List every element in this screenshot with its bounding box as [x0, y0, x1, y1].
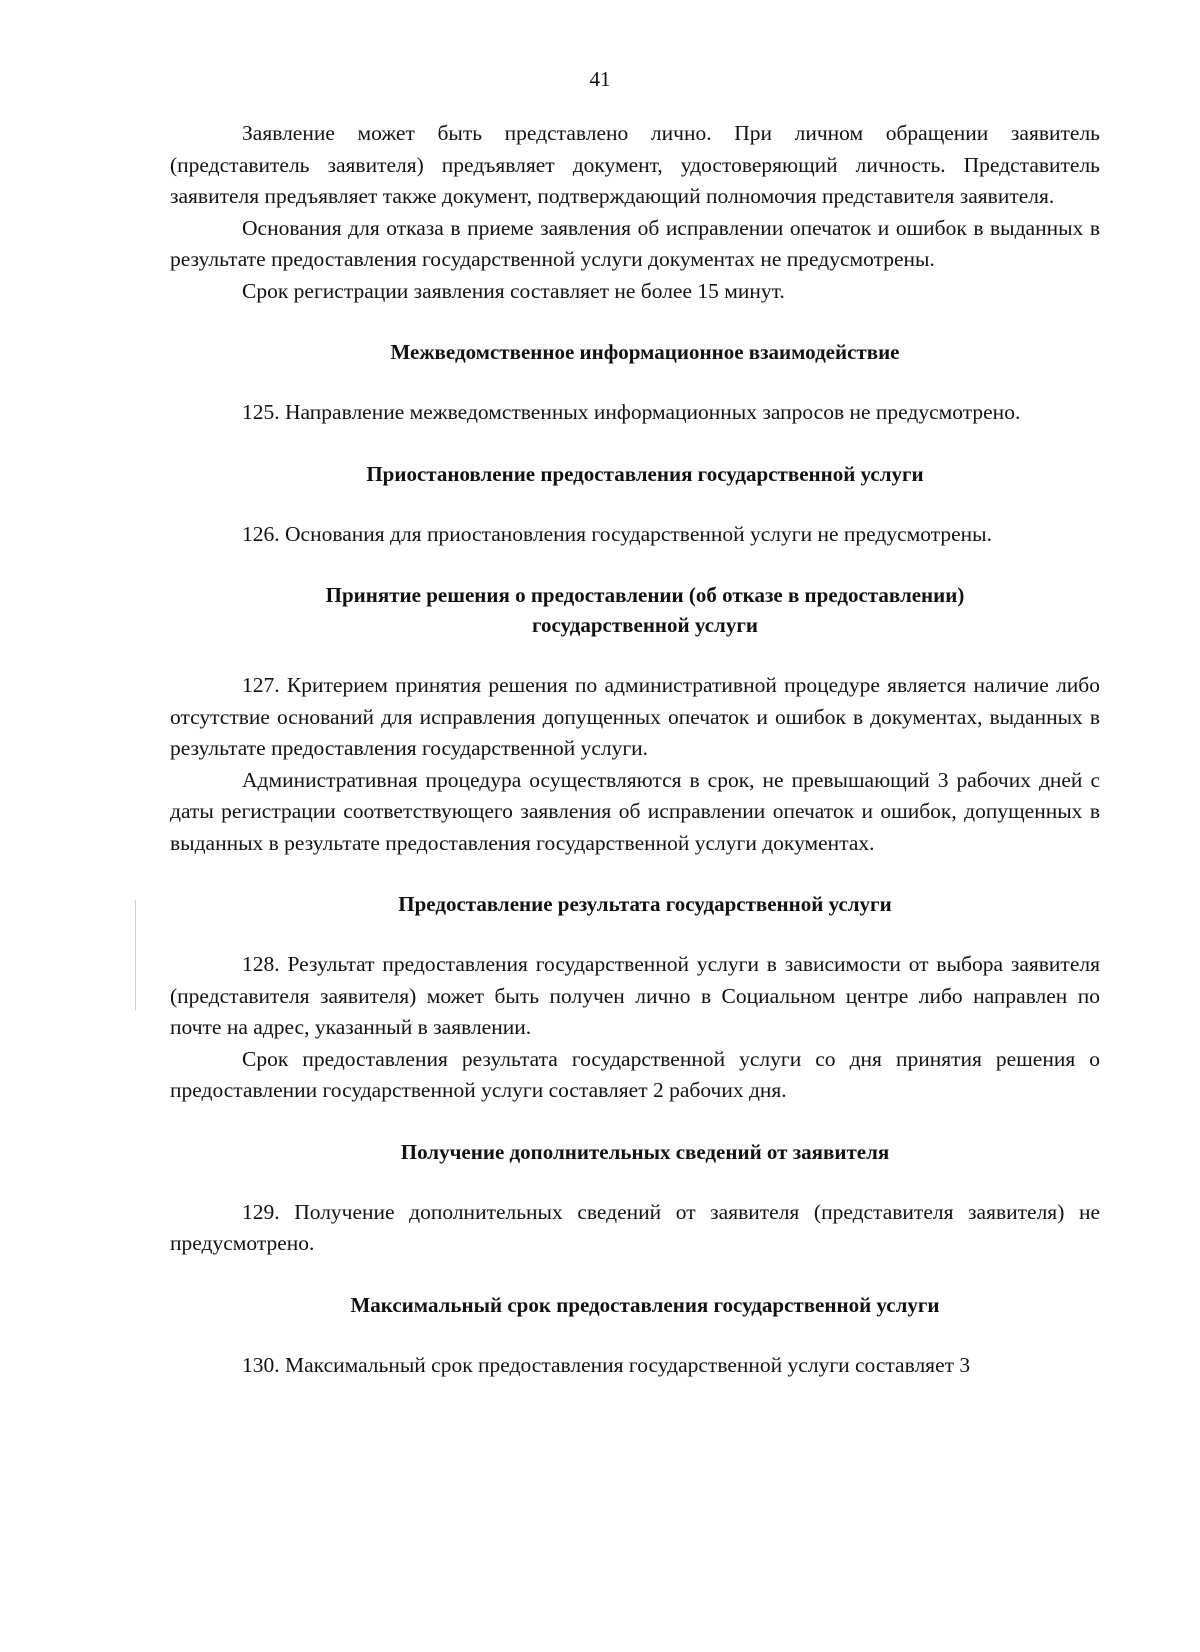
heading-result-provision: Предоставление результата государственной услуги	[398, 892, 892, 916]
paragraph-127: 127. Критерием принятия решения по административной процедуре является наличие либо отсутствие оснований для исправления допущенных опечаток и ошибок в документах, выданных в результате предоставления государственной услуги.	[170, 673, 1100, 760]
paragraph-129: 129. Получение дополнительных сведений от заявителя (представителя заявителя) не предусмотрено.	[170, 1199, 1100, 1255]
heading-suspension: Приостановление предоставления государственной услуги	[366, 461, 924, 486]
paragraph-126: 126. Основания для приостановления государственной услуги не предусмотрены.	[242, 521, 993, 546]
paragraph-125: 125. Направление межведомственных информационных запросов не предусмотрено.	[242, 400, 1021, 424]
heading-max-term: Максимальный срок предоставления государственной услуги	[350, 1292, 940, 1317]
paragraph-procedure-term: Административная процедура осуществляются в срок, не превышающий 3 рабочих дней с даты регистрации соответствующего заявления об исправлении опечаток и ошибок, допущенных в выданных в результате предоставления государственной услуги документах.	[170, 767, 1100, 855]
heading-interagency-interaction: Межведомственное информационное взаимодействие	[390, 340, 900, 364]
paragraph-refusal-grounds: Основания для отказа в приеме заявления об исправлении опечаток и ошибок в выданных в результате предоставления государственной услуги документах не предусмотрены.	[170, 215, 1100, 271]
paragraph-registration-term: Срок регистрации заявления составляет не более 15 минут.	[242, 278, 785, 303]
paragraph-result-term: Срок предоставления результата государственной услуги со дня принятия решения о предоставлении государственной услуги составляет 2 рабочих дня.	[170, 1046, 1100, 1102]
page-number: 41	[589, 67, 611, 91]
paragraph-130: 130. Максимальный срок предоставления государственной услуги составляет 3	[242, 1352, 971, 1377]
heading-decision-making: Принятие решения о предоставлении (об отказе в предоставлении) государственной услуги	[325, 583, 965, 637]
heading-additional-info: Получение дополнительных сведений от заявителя	[400, 1139, 890, 1164]
paragraph-submission-in-person: Заявление может быть представлено лично. При личном обращении заявитель (представитель заявителя) предъявляет документ, удостоверяющий личность. Представитель заявителя предъявляет также документ, подтверждающий полномочия представителя заявителя.	[170, 121, 1100, 208]
document-body	[170, 118, 1100, 1381]
scan-artifact-line	[135, 900, 136, 1010]
paragraph-128: 128. Результат предоставления государственной услуги в зависимости от выбора заявителя (представителя заявителя) может быть получен лично в Социальном центре либо направлен по почте на адрес, указанный в заявлении.	[170, 952, 1100, 1039]
